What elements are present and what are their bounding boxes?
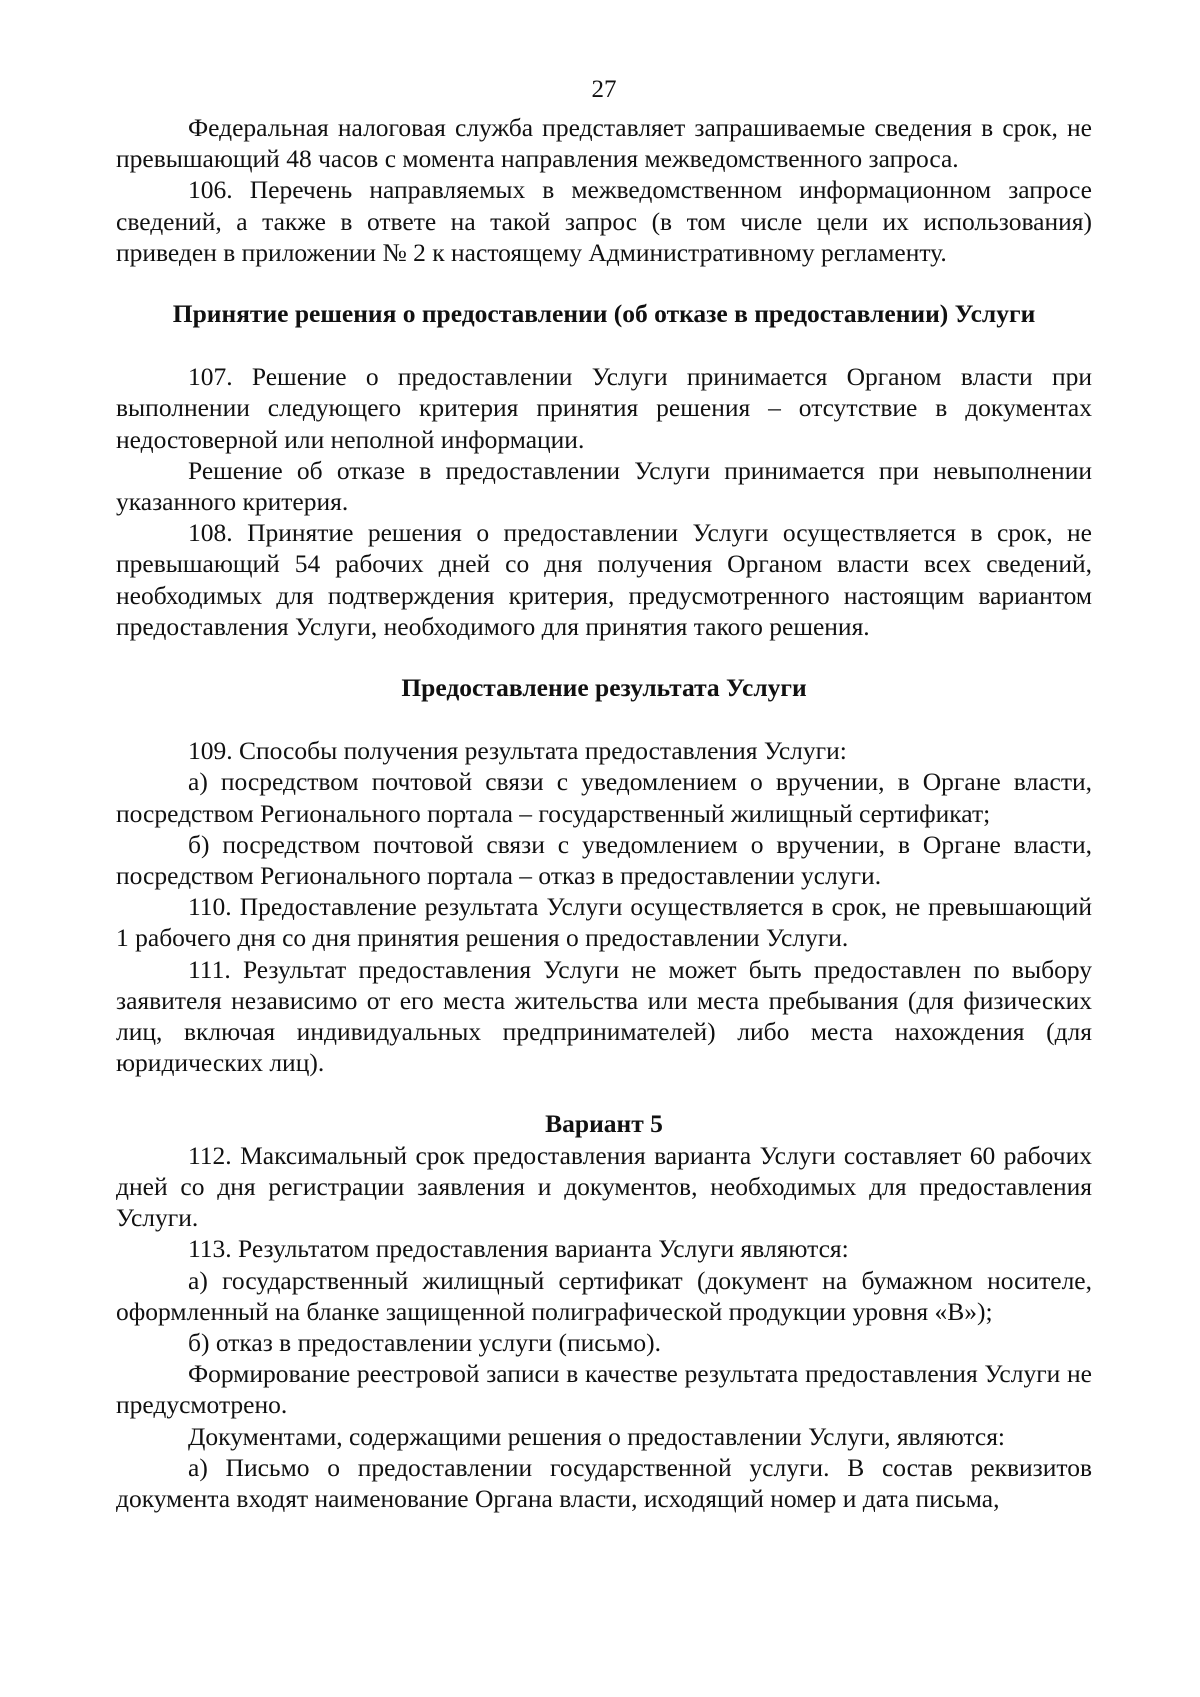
- page-number: 27: [591, 76, 617, 103]
- paragraph: Федеральная налоговая служба представляет запрашиваемые сведения в срок, не превышающий 48 часов с момента направления межведомственного запроса.: [116, 113, 1092, 174]
- list-item-a: а) посредством почтовой связи с уведомлением о вручении, в Органе власти, посредством Регионального портала – государственный жилищный сертификат;: [116, 767, 1092, 828]
- paragraph-107: 107. Решение о предоставлении Услуги принимается Органом власти при выполнении следующего критерия принятия решения – отсутствие в документах недостоверной или неполной информации.: [116, 362, 1092, 454]
- section-heading-variant-5: Вариант 5: [545, 1109, 663, 1139]
- paragraph: Решение об отказе в предоставлении Услуги принимается при невыполнении указанного критерия.: [116, 455, 1092, 517]
- paragraph-112: 112. Максимальный срок предоставления варианта Услуги составляет 60 рабочих дней со дня регистрации заявления и документов, необходимых для предоставления Услуги.: [116, 1140, 1092, 1233]
- list-item-a: а) Письмо о предоставлении государственной услуги. В состав реквизитов документа входят наименование Органа власти, исходящий номер и дата письма,: [116, 1452, 1092, 1513]
- paragraph-110: 110. Предоставление результата Услуги осуществляется в срок, не превышающий 1 рабочего дня со дня принятия решения о предоставлении Услуги.: [116, 892, 1092, 953]
- paragraph: Формирование реестровой записи в качестве результата предоставления Услуги не предусмотрено.: [116, 1359, 1092, 1420]
- paragraph-108: 108. Принятие решения о предоставлении Услуги осуществляется в срок, не превышающий 54 рабочих дней со дня получения Органом власти всех сведений, необходимых для подтверждения критерия, предусмотренного настоящим вариантом предоставления Услуги, необходимого для принятия такого решения.: [116, 518, 1092, 641]
- section-heading-result: Предоставление результата Услуги: [401, 673, 807, 703]
- list-item-b: б) отказ в предоставлении услуги (письмо).: [188, 1327, 661, 1357]
- section-heading-decision: Принятие решения о предоставлении (об отказе в предоставлении) Услуги: [172, 299, 1036, 329]
- list-item-a: а) государственный жилищный сертификат (документ на бумажном носителе, оформленный на бланке защищенной полиграфической продукции уровня «В»);: [116, 1265, 1092, 1326]
- paragraph-113: 113. Результатом предоставления варианта Услуги являются:: [188, 1234, 849, 1264]
- paragraph: Документами, содержащими решения о предоставлении Услуги, являются:: [188, 1421, 1006, 1451]
- paragraph-109: 109. Способы получения результата предоставления Услуги:: [188, 736, 847, 766]
- paragraph-111: 111. Результат предоставления Услуги не может быть предоставлен по выбору заявителя независимо от его места жительства или места пребывания (для физических лиц, включая индивидуальных предпринимателей) либо места нахождения (для юридических лиц).: [116, 954, 1092, 1078]
- paragraph-106: 106. Перечень направляемых в межведомственном информационном запросе сведений, а также в ответе на такой запрос (в том числе цели их использования) приведен в приложении № 2 к настоящему Административному регламенту.: [116, 175, 1092, 267]
- list-item-b: б) посредством почтовой связи с уведомлением о вручении, в Органе власти, посредством Регионального портала – отказ в предоставлении услуги.: [116, 829, 1092, 891]
